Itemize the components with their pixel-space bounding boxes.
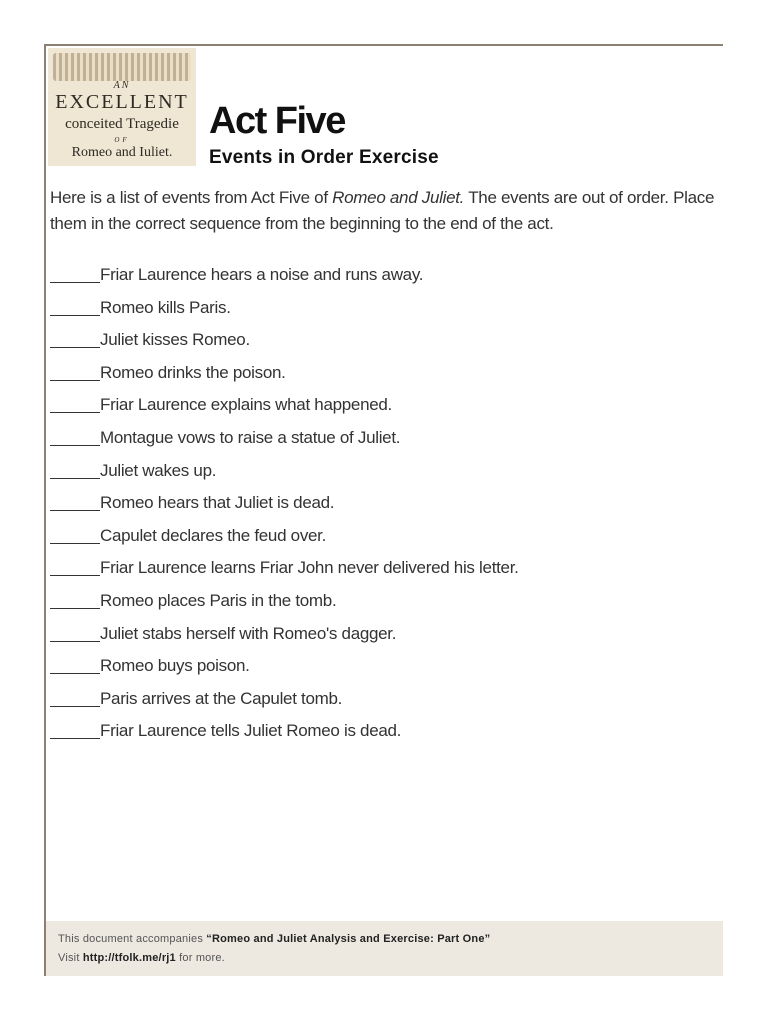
title-page-logo [48, 48, 196, 166]
answer-blank[interactable] [50, 557, 100, 576]
play-title: Romeo and Juliet. [332, 188, 465, 207]
event-item [50, 327, 519, 360]
event-text: Friar Laurence hears a noise and runs away. [100, 265, 424, 284]
event-item [50, 262, 519, 295]
footer [46, 921, 723, 976]
logo-line-excellent: EXCELLENT [55, 91, 189, 113]
event-text: Friar Laurence learns Friar John never delivered his letter. [100, 558, 519, 578]
footer-document-title: “Romeo and Juliet Analysis and Exercise: Part One” [206, 933, 491, 945]
answer-blank[interactable] [50, 362, 100, 381]
instructions-paragraph [50, 185, 722, 237]
answer-blank[interactable] [50, 720, 100, 739]
event-text: Juliet kisses Romeo. [100, 330, 250, 350]
event-text: Romeo kills Paris. [100, 297, 231, 317]
answer-blank[interactable] [50, 623, 100, 642]
logo-line-conceited: conceited Tragedie [65, 116, 179, 132]
event-item [50, 458, 519, 491]
footer-link[interactable]: http://tfolk.me/rj1 [82, 952, 176, 964]
event-item [50, 490, 519, 523]
page-left-rule [44, 44, 46, 976]
page-title: Act Five [209, 100, 345, 142]
answer-blank[interactable] [50, 655, 100, 674]
footer-accompanies-text: This document accompanies [58, 933, 207, 945]
event-text: Montague vows to raise a statue of Juliet. [100, 427, 401, 447]
footer-line-2 [58, 952, 225, 964]
answer-blank[interactable] [50, 297, 100, 316]
event-item [50, 295, 519, 328]
event-text: Capulet declares the feud over. [100, 525, 327, 545]
event-text: Paris arrives at the Capulet tomb. [100, 688, 343, 708]
footer-visit-text: Visit [58, 952, 83, 964]
logo-line-an: AN [113, 80, 131, 91]
event-text: Romeo hears that Juliet is dead. [100, 493, 335, 513]
page-subtitle: Events in Order Exercise [209, 147, 439, 168]
event-item [50, 555, 519, 588]
answer-blank[interactable] [50, 394, 100, 413]
event-item [50, 523, 519, 556]
event-text: Juliet wakes up. [100, 460, 217, 480]
answer-blank[interactable] [50, 264, 100, 283]
answer-blank[interactable] [50, 329, 100, 348]
event-text: Romeo buys poison. [100, 656, 250, 676]
event-item [50, 392, 519, 425]
event-text: Romeo drinks the poison. [100, 362, 286, 382]
event-item [50, 425, 519, 458]
event-item [50, 588, 519, 621]
intro-text-end: The events are out of order. Place them in the correct sequence from the beginning to the end of the act. [50, 188, 715, 233]
event-item [50, 718, 519, 751]
answer-blank[interactable] [50, 427, 100, 446]
page-top-rule [44, 44, 723, 46]
answer-blank[interactable] [50, 492, 100, 511]
logo-line-romeo-juliet: Romeo and Iuliet. [71, 145, 173, 160]
event-text: Juliet stabs herself with Romeo's dagger. [100, 623, 397, 643]
answer-blank[interactable] [50, 460, 100, 479]
event-item [50, 621, 519, 654]
answer-blank[interactable] [50, 688, 100, 707]
footer-line-1 [58, 933, 490, 945]
answer-blank[interactable] [50, 590, 100, 609]
answer-blank[interactable] [50, 525, 100, 544]
footer-more-text: for more. [175, 952, 225, 964]
events-list [50, 262, 519, 751]
event-text: Romeo places Paris in the tomb. [100, 590, 337, 610]
event-item [50, 653, 519, 686]
event-item [50, 360, 519, 393]
event-text: Friar Laurence tells Juliet Romeo is dead. [100, 721, 402, 741]
ornament-banner [53, 53, 191, 81]
event-item [50, 686, 519, 719]
logo-line-of: OF [114, 136, 130, 144]
intro-text-start: Here is a list of events from Act Five of [50, 188, 333, 207]
event-text: Friar Laurence explains what happened. [100, 395, 392, 415]
